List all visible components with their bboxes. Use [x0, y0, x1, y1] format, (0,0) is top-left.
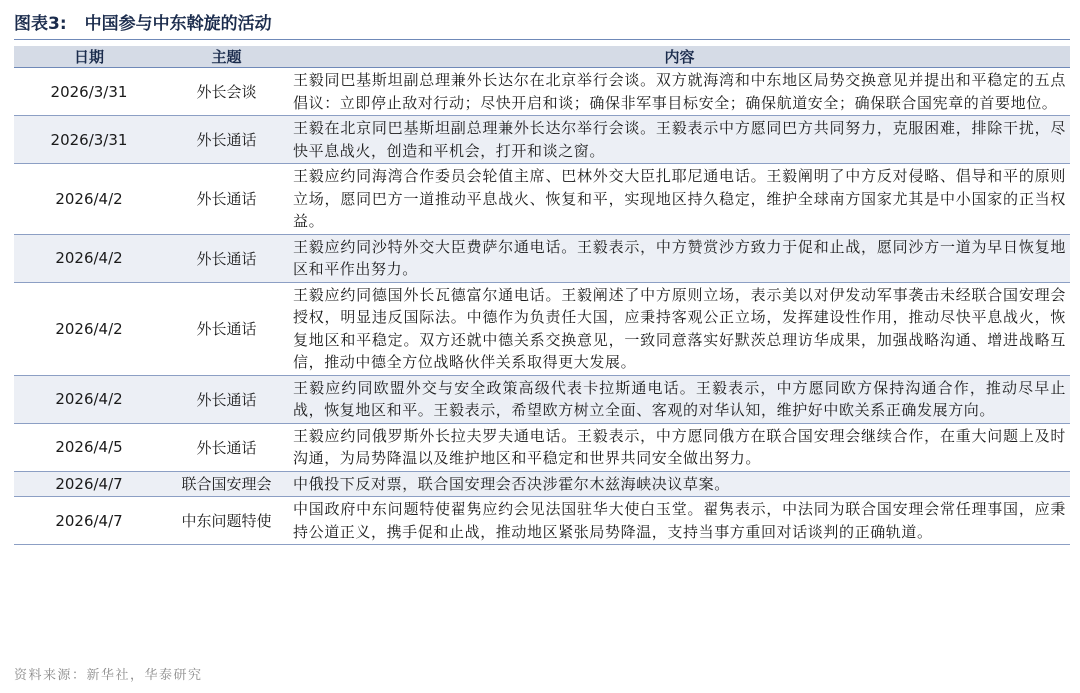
row-date: 2026/4/2 [55, 319, 123, 338]
source-note: 资料来源：新华社，华泰研究 [14, 668, 203, 683]
header-date: 日期 [14, 46, 164, 68]
title-divider [14, 39, 1070, 40]
figure-title-text: 中国参与中东斡旋的活动 [84, 13, 272, 34]
row-content: 王毅应约同海湾合作委员会轮值主席、巴林外交大臣扎耶尼通电话。王毅阐明了中方反对侵略、倡导和平的原则立场，愿同巴方一道推动平息战火、恢复和平，实现地区持久稳定，维护全球南方国家尤其是中小国家的正当权益。 [293, 167, 1066, 230]
table-row [14, 116, 1070, 164]
row-content: 王毅应约同沙特外交大臣费萨尔通电话。王毅表示，中方赞赏沙方致力于促和止战，愿同沙方一道为早日恢复地区和平作出努力。 [289, 234, 1070, 282]
events-table [14, 46, 1070, 545]
row-topic: 外长通话 [164, 234, 289, 282]
row-content: 王毅在北京同巴基斯坦副总理兼外长达尔举行会谈。王毅表示中方愿同巴方共同努力，克服困难，排除干扰，尽快平息战火，创造和平机会，打开和谈之窗。 [289, 116, 1070, 164]
table-row [14, 497, 1070, 545]
row-date: 2026/4/2 [14, 375, 164, 423]
table-row [14, 282, 1070, 375]
table-body [14, 68, 1070, 545]
row-topic: 外长通话 [196, 438, 257, 457]
row-date: 2026/4/7 [55, 511, 123, 530]
table-row [14, 375, 1070, 423]
row-date: 2026/4/2 [55, 189, 123, 208]
row-date: 2026/4/5 [55, 438, 123, 456]
header-content: 内容 [289, 46, 1070, 68]
table-header [14, 46, 1070, 68]
row-date: 2026/4/7 [14, 471, 164, 497]
row-content: 中国政府中东问题特使翟隽应约会见法国驻华大使白玉堂。翟隽表示，中法同为联合国安理会常任理事国，应秉持公道正义，携手促和止战，推动地区紧张局势降温，支持当事方重回对话谈判的正确轨道。 [293, 500, 1066, 541]
row-date: 2026/4/2 [14, 234, 164, 282]
table-row [14, 423, 1070, 471]
figure-title [14, 6, 1070, 36]
table-row [14, 68, 1070, 116]
row-content: 王毅同巴基斯坦副总理兼外长达尔在北京举行会谈。双方就海湾和中东地区局势交换意见并提出和平稳定的五点倡议：立即停止敌对行动；尽快开启和谈；确保非军事目标安全；确保航道安全；确保联合国宪章的首要地位。 [293, 71, 1066, 112]
row-topic: 外长会谈 [196, 83, 257, 101]
row-content: 中俄投下反对票，联合国安理会否决涉霍尔木兹海峡决议草案。 [289, 471, 1070, 497]
header-topic: 主题 [164, 46, 289, 68]
row-date: 2026/3/31 [14, 116, 164, 164]
row-date: 2026/3/31 [50, 82, 128, 101]
row-topic: 中东问题特使 [181, 512, 272, 530]
row-topic: 外长通话 [196, 190, 257, 209]
row-topic: 外长通话 [164, 116, 289, 164]
row-topic: 外长通话 [196, 320, 257, 338]
table-row [14, 471, 1070, 497]
row-content: 王毅应约同俄罗斯外长拉夫罗夫通电话。王毅表示，中方愿同俄方在联合国安理会继续合作，在重大问题上及时沟通，为局势降温以及维护地区和平稳定和世界共同安全做出努力。 [293, 426, 1066, 467]
figure-label: 图表3: [14, 13, 67, 34]
row-topic: 联合国安理会 [164, 471, 289, 497]
row-content: 王毅应约同欧盟外交与安全政策高级代表卡拉斯通电话。王毅表示，中方愿同欧方保持沟通合作，推动尽早止战，恢复地区和平。王毅表示，希望欧方树立全面、客观的对华认知，维护好中欧关系正确发展方向。 [289, 375, 1070, 423]
row-content: 王毅应约同德国外长瓦德富尔通电话。王毅阐述了中方原则立场，表示美以对伊发动军事袭击未经联合国安理会授权，明显违反国际法。中德作为负责任大国，应秉持客观公正立场，发挥建设性作用，推动尽快平息战火，恢复地区和平稳定。双方还就中德关系交换意见，一致同意落实好默茨总理访华成果，加强战略沟通、增进战略互信，推动中德全方位战略伙伴关系取得更大发展。 [293, 285, 1066, 371]
row-topic: 外长通话 [164, 375, 289, 423]
table-row [14, 164, 1070, 235]
header-row [14, 46, 1070, 68]
table-row [14, 234, 1070, 282]
